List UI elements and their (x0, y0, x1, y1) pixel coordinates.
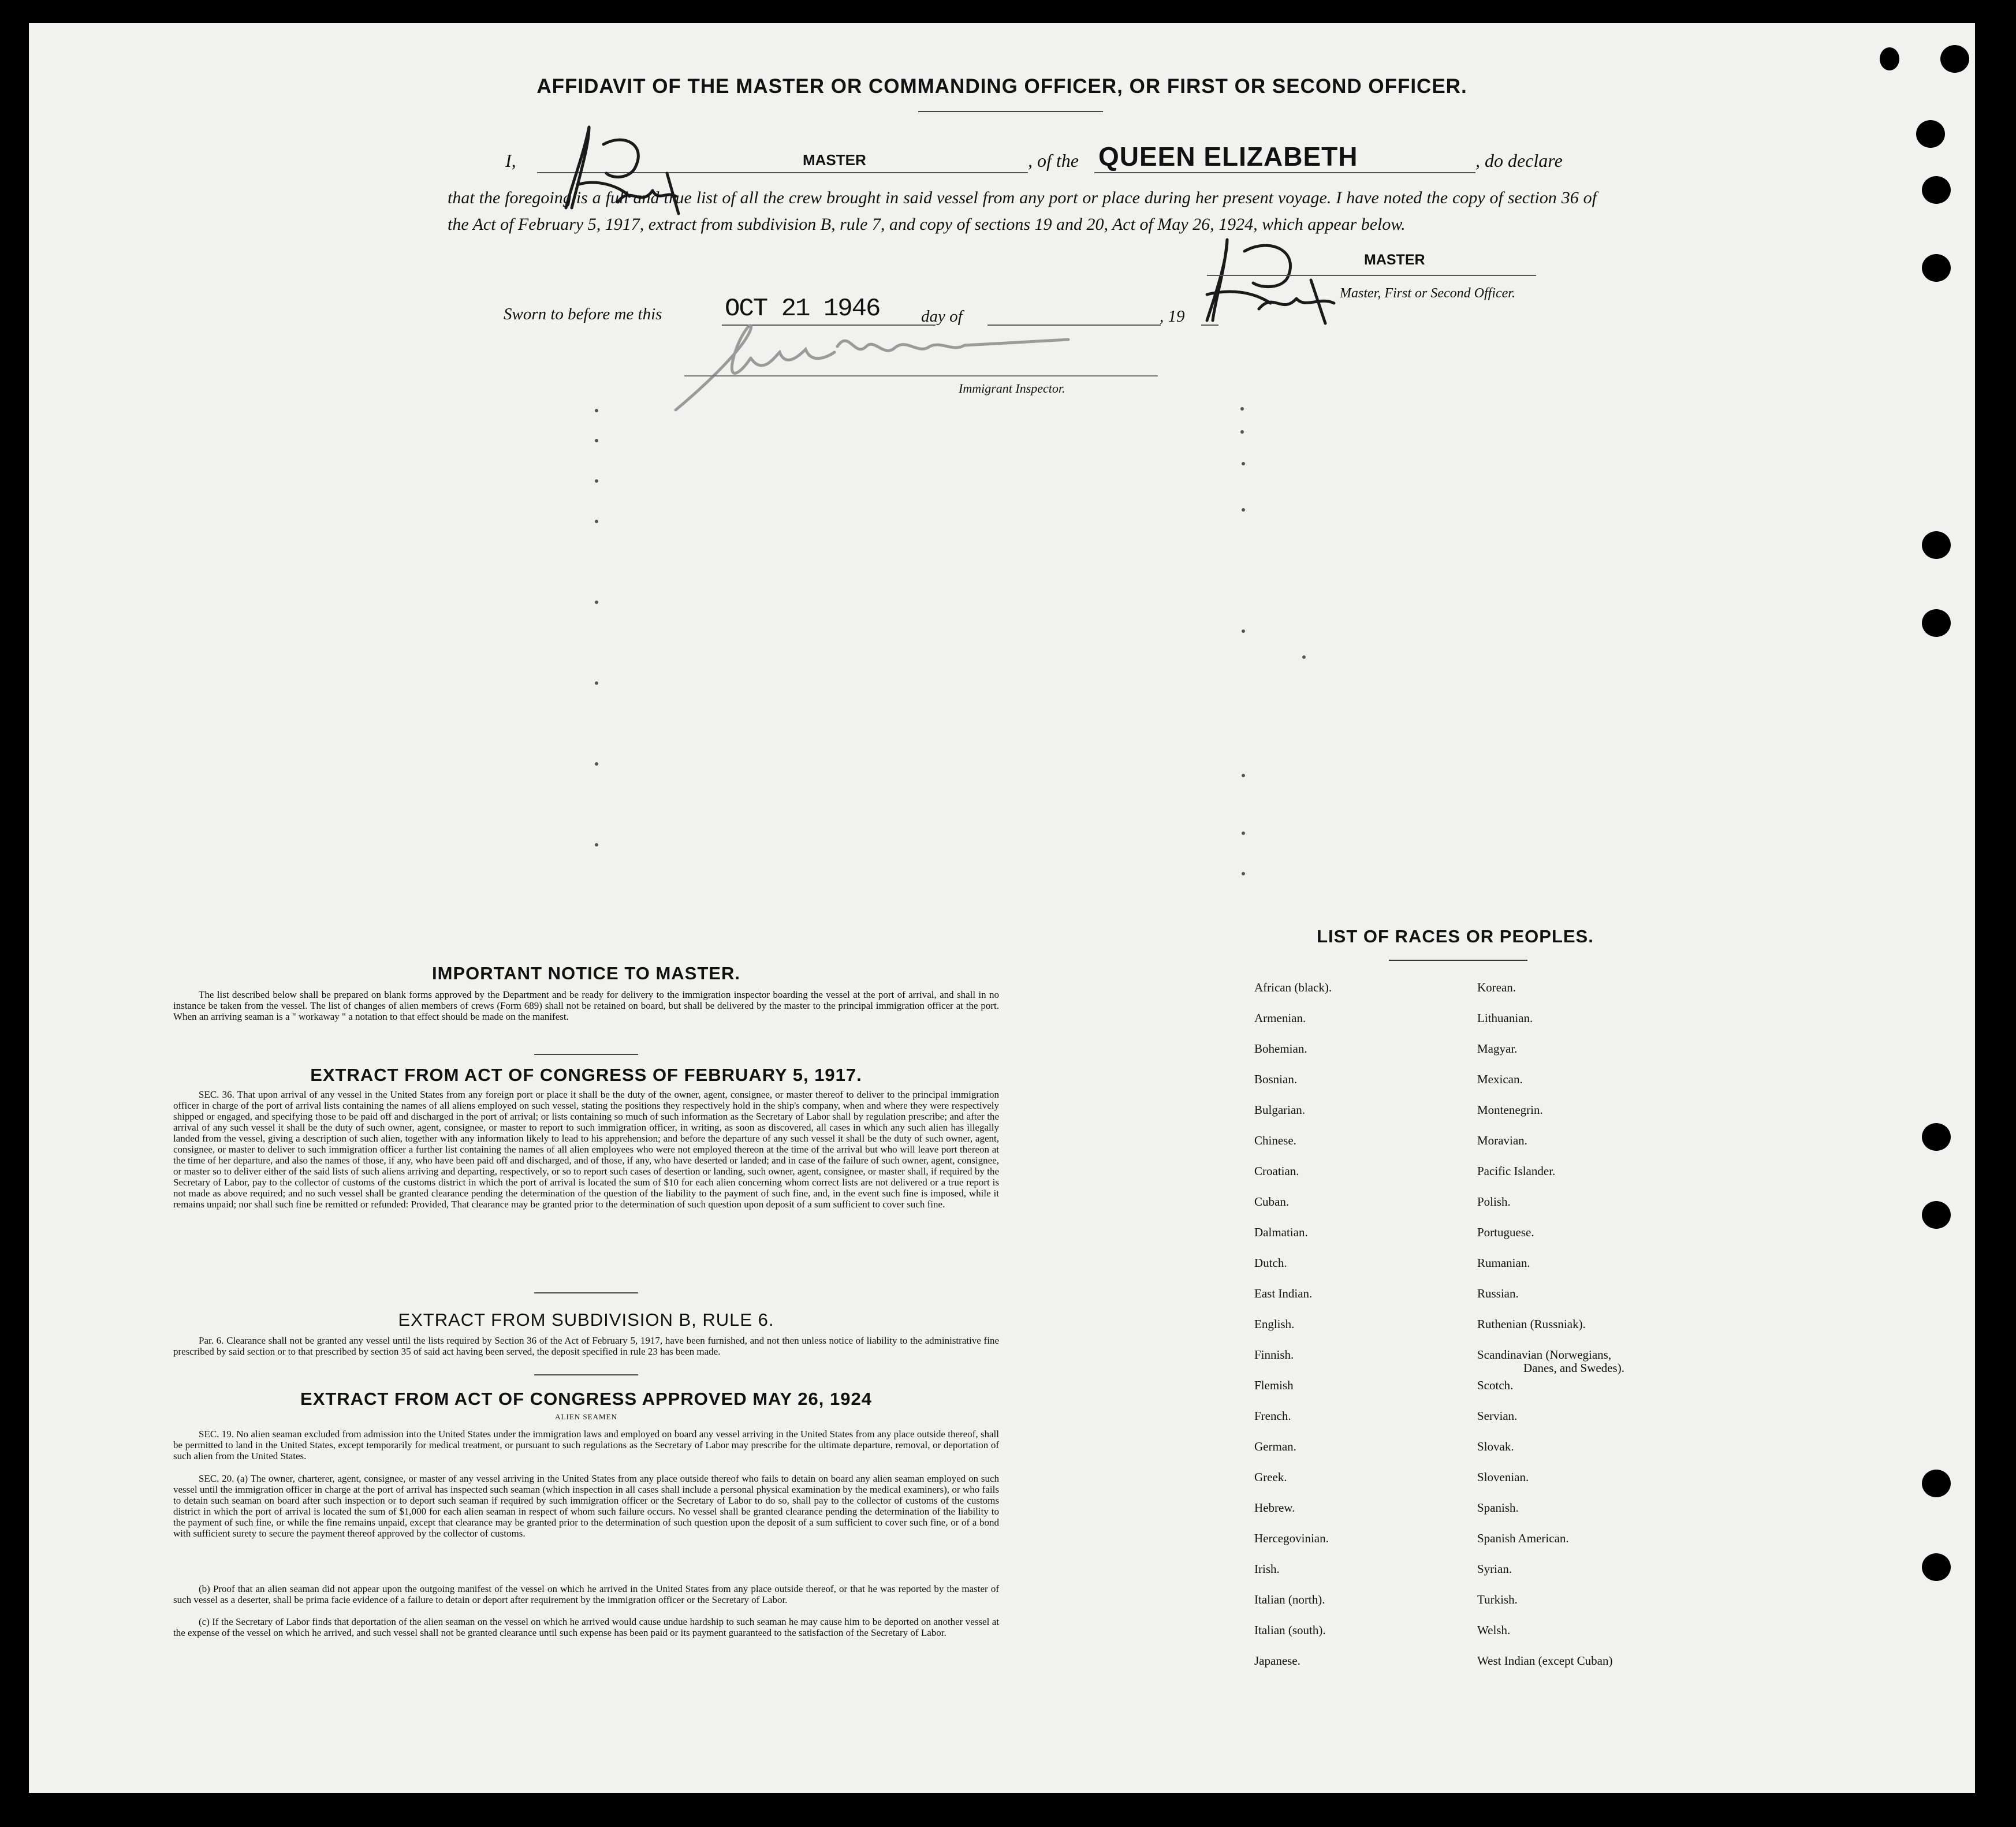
section-divider (534, 1374, 638, 1375)
master-signature-2 (1195, 234, 1357, 332)
race-item: Slovenian. (1477, 1470, 1529, 1484)
race-item: Syrian. (1477, 1562, 1512, 1576)
race-item: Mexican. (1477, 1072, 1523, 1086)
mark-dot (1242, 462, 1245, 465)
race-item: Rumanian. (1477, 1256, 1530, 1270)
race-item: Bohemian. (1254, 1042, 1307, 1056)
signature-rank-stamp: MASTER (1364, 252, 1425, 268)
vessel-underline (1094, 172, 1475, 173)
mark-dot (595, 843, 598, 847)
mark-dot (595, 409, 598, 412)
extract-rule6-body: Par. 6. Clearance shall not be granted any vessel until the lists required by Section 36 of the Act of February 5, 1917, have been furnished, and not then unless notice of liability to the administrative fine prescribed by said section or to that prescribed by section 35 of said act having been served, the deposit specified in rule 23 has been made. (173, 1335, 999, 1357)
signature-underline (1207, 275, 1536, 276)
declaration-body: foregoing is a full and true list of all the crew brought in said vessel from any port or place during her present voyage. I have noted the copy of section 36 of the Act of February 5, 1917, extract from subdivision B, rule 7, and copy of sections 19 and 20, Act of May 26, 1924, which appear below. (448, 188, 1597, 234)
mark-dot (595, 479, 598, 483)
i-label: I, (505, 150, 516, 171)
mark-dot (595, 601, 598, 604)
extract-1924-subtitle: ALIEN SEAMEN (555, 1412, 617, 1421)
punch-hole (1940, 45, 1969, 73)
race-item: Montenegrin. (1477, 1103, 1543, 1117)
mark-dot (595, 762, 598, 766)
race-item: Spanish. (1477, 1501, 1519, 1515)
mark-dot (1240, 407, 1244, 411)
extract-1924-sec20b: (b) Proof that an alien seaman did not appear upon the outgoing manifest of the vessel on which he arrived in the United States from any place outside thereof, or that he was reported by the master of such vessel as a deserter, shall be prima facie evidence of a failure to detain or deport after requirement by the immigration officer or the Secretary of Labor. (173, 1583, 999, 1605)
race-item: Armenian. (1254, 1011, 1306, 1025)
do-declare-label: , do declare (1475, 150, 1563, 171)
race-item: Japanese. (1254, 1654, 1300, 1668)
year-prefix: , 19 (1160, 307, 1185, 326)
race-item: Ruthenian (Russniak). (1477, 1317, 1586, 1331)
race-item (1477, 1348, 1624, 1378)
mark-dot (595, 439, 598, 442)
punch-hole (1922, 1123, 1951, 1151)
of-the-label: , of the (1028, 150, 1079, 171)
race-item: English. (1254, 1317, 1295, 1331)
vessel-name: QUEEN ELIZABETH (1098, 141, 1358, 171)
sworn-date-stamp: OCT 21 1946 (725, 294, 880, 323)
race-item: Croatian. (1254, 1164, 1299, 1178)
mark-dot (595, 520, 598, 523)
race-item: Greek. (1254, 1470, 1287, 1484)
race-item: Chinese. (1254, 1134, 1296, 1147)
document-page (29, 23, 1975, 1793)
inspector-signature (664, 312, 1080, 416)
race-item: West Indian (except Cuban) (1477, 1654, 1613, 1668)
race-item: Moravian. (1477, 1134, 1527, 1147)
race-item: Hercegovinian. (1254, 1531, 1329, 1545)
race-item: Russian. (1477, 1287, 1519, 1300)
mark-dot (1242, 508, 1245, 512)
extract-1924-title: EXTRACT FROM ACT OF CONGRESS APPROVED MAY 26, 1924 (300, 1389, 872, 1409)
extract-1924-sec19: SEC. 19. No alien seaman excluded from admission into the United States under the immigration laws and employed on board any vessel arriving in the United States from any place outside thereof, shall be permitted to land in the United States, except temporarily for medical treatment, or pursuant to such regulations as the Secretary of Labor may prescribe for the ultimate departure, removal, or deportation of such alien from the United States. (173, 1429, 999, 1461)
inspector-underline (684, 375, 1158, 376)
mark-dot (1242, 629, 1245, 633)
extract-1917-body: SEC. 36. That upon arrival of any vessel in the United States from any foreign port or place it shall be the duty of the owner, agent, consignee, or master thereof to deliver to the principal immigration officer in charge of the port of arrival lists containing the names of all aliens employed on such vessel, stating the positions they respectively hold in the ship's company, when and where they were respectively shipped or engaged, and specifying those to be paid off and discharged in the port of arrival; or lists containing so much of such information as the Secretary of Labor shall by regulation prescribe; and after the arrival of any such vessel it shall be the duty of such owner, agent, consignee, or master to report to such immigration officer, in writing, as soon as discovered, all cases in which any such alien has illegally landed from the vessel, giving a description of such alien, together with any information likely to lead to his apprehension; and before the departure of any such vessel it shall be the duty of such owner, agent, consignee, or master to deliver to such immigration officer a further list containing the names of all alien employees who were not employed thereon at the time of the arrival but who will leave port thereon at the time of her departure, and also the names of those, if any, who have been paid off and discharged, and of those, if any, who have deserted or landed; and in case of the failure of such owner, agent, consignee, or master so to deliver either of the said lists of such aliens arriving and departing, respectively, or so to report such cases of desertion or landing, such owner, agent, consignee, or master shall, if required by the Secretary of Labor, pay to the collector of customs of the customs district in which the port of arrival is located the sum of $10 for each alien concerning whom correct lists are not delivered or a true report is not made as above required; and no such vessel shall be granted clearance pending the determination of the question of the liability to the payment of such fine, and, in the event such fine is imposed, while it remains unpaid; nor shall such fine be remitted or refunded: Provided, That clearance may be granted prior to the determination of such question upon deposit of a sum sufficient to cover such fine. (173, 1089, 999, 1210)
races-column-2 (1477, 980, 1624, 1684)
race-item: German. (1254, 1440, 1296, 1453)
punch-hole (1922, 176, 1951, 204)
mark-dot (1302, 655, 1306, 659)
punch-hole (1880, 47, 1899, 70)
race-item: Bulgarian. (1254, 1103, 1306, 1117)
mark-dot (595, 681, 598, 685)
year-underline (1201, 325, 1218, 326)
section-divider (534, 1292, 638, 1293)
extract-1924-sec20c: (c) If the Secretary of Labor finds that deportation of the alien seaman on the vessel on which he arrived would cause undue hardship to such seaman he may cause him to be deported on another vessel at the expense of the vessel on which he arrived, and such vessel shall not be granted clearance until such expense has been paid or its payment guaranteed to the satisfaction of the Secretary of Labor. (173, 1616, 999, 1638)
title-rule (918, 111, 1103, 112)
race-item-line: Scandinavian (Norwegians, (1477, 1348, 1612, 1362)
race-item: Cuban. (1254, 1195, 1290, 1209)
race-item: Turkish. (1477, 1593, 1518, 1606)
section-divider (534, 1054, 638, 1055)
mark-dot (1242, 832, 1245, 835)
race-item: Dutch. (1254, 1256, 1287, 1270)
race-item: Irish. (1254, 1562, 1280, 1576)
extract-1924-sec20a: SEC. 20. (a) The owner, charterer, agent, consignee, or master of any vessel arriving in the United States from any place outside thereof who fails to detain on board any alien seaman employed on such vessel until the immigration officer in charge at the port of arrival has inspected such seaman (which inspection in all cases shall include a personal physical examination by the medical examiners), or who fails to detain such seaman on board after such inspection or to deport such seaman if required by such immigration officer or the Secretary of Labor to do so, shall pay to the collector of customs of the customs district in which the port of arrival is located the sum of $1,000 for each alien seaman in respect of whom such failure occurs. No vessel shall be granted clearance pending the determination of the liability to the payment of such fine, or while the fine remains unpaid, except that clearance may be granted prior to the determination of such question upon the deposit of a sum sufficient to cover such fine, or of a bond with sufficient surety to secure the payment thereof approved by the collector of customs. (173, 1473, 999, 1539)
sworn-label: Sworn to before me this (504, 305, 662, 323)
signature-caption: Master, First or Second Officer. (1340, 286, 1515, 301)
punch-hole (1922, 1201, 1951, 1229)
race-item: East Indian. (1254, 1287, 1313, 1300)
race-item: Dalmatian. (1254, 1225, 1308, 1239)
race-item: Bosnian. (1254, 1072, 1298, 1086)
race-item: Korean. (1477, 980, 1516, 994)
race-item: Slovak. (1477, 1440, 1514, 1453)
declaration-prefix: that the (448, 188, 501, 207)
inspector-caption: Immigrant Inspector. (959, 381, 1065, 396)
notice-body: The list described below shall be prepared on blank forms approved by the Department and be ready for delivery to the immigration inspector boarding the vessel at the port of arrival, and shall in no instance be taken from the vessel. The list of changes of alien members of crews (Form 689) shall not be retained on board, but shall be delivered by the master to the principal immigration officer at the port. When an arriving seaman is a " workaway " a notation to that effect should be made on the manifest. (173, 989, 999, 1022)
punch-hole (1922, 531, 1951, 559)
race-item: Finnish. (1254, 1348, 1294, 1362)
race-item: Magyar. (1477, 1042, 1518, 1056)
race-item: Scotch. (1477, 1378, 1514, 1392)
race-item: Servian. (1477, 1409, 1518, 1423)
mark-dot (1242, 872, 1245, 875)
mark-dot (1240, 430, 1244, 434)
extract-rule6-title: EXTRACT FROM SUBDIVISION B, RULE 6. (398, 1310, 774, 1330)
punch-hole (1922, 1470, 1951, 1497)
race-item: Polish. (1477, 1195, 1511, 1209)
races-title-rule (1389, 960, 1527, 961)
race-item: French. (1254, 1409, 1291, 1423)
punch-hole (1916, 120, 1945, 148)
affidavit-title: AFFIDAVIT OF THE MASTER OR COMMANDING OFFICER, OR FIRST OR SECOND OFFICER. (536, 75, 1467, 98)
race-item: Hebrew. (1254, 1501, 1295, 1515)
race-item: Flemish (1254, 1378, 1294, 1392)
race-item: Italian (north). (1254, 1593, 1325, 1606)
race-item: Portuguese. (1477, 1225, 1534, 1239)
notice-title: IMPORTANT NOTICE TO MASTER. (432, 963, 740, 983)
races-title: LIST OF RACES OR PEOPLES. (1317, 926, 1594, 946)
punch-hole (1922, 254, 1951, 282)
race-item: Italian (south). (1254, 1623, 1326, 1637)
races-column-1 (1254, 980, 1332, 1684)
declaration-text (448, 185, 1597, 238)
rank-stamp: MASTER (803, 151, 866, 169)
day-of-label: day of (921, 307, 963, 326)
race-item: Welsh. (1477, 1623, 1511, 1637)
race-item-continuation: Danes, and Swedes). (1523, 1361, 1624, 1375)
mark-dot (1242, 774, 1245, 777)
extract-1917-title: EXTRACT FROM ACT OF CONGRESS OF FEBRUARY 5, 1917. (310, 1065, 862, 1085)
punch-hole (1922, 609, 1951, 637)
race-item: Pacific Islander. (1477, 1164, 1556, 1178)
race-item: African (black). (1254, 980, 1332, 994)
punch-hole (1922, 1553, 1951, 1581)
race-item: Spanish American. (1477, 1531, 1569, 1545)
race-item: Lithuanian. (1477, 1011, 1533, 1025)
